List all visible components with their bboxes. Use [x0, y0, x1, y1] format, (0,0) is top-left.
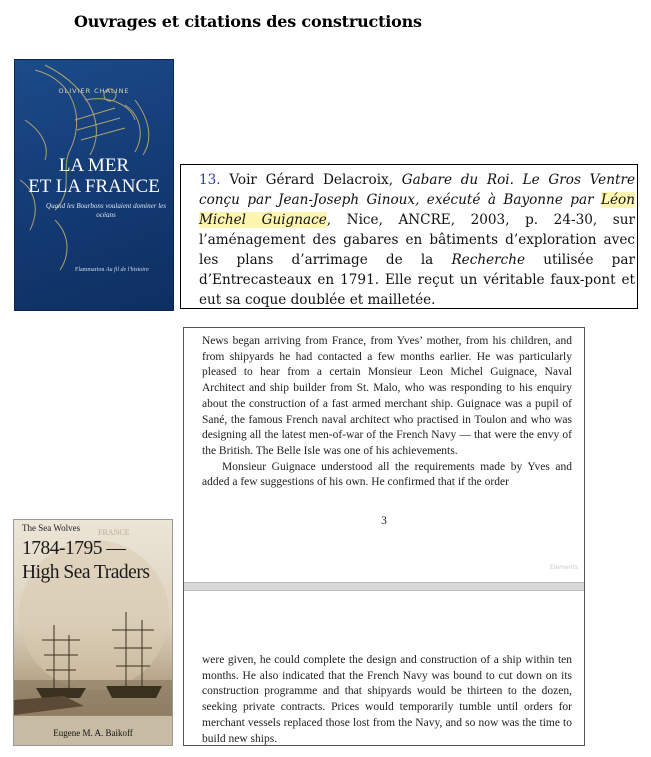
cover-publisher	[75, 266, 165, 274]
highlighted-name: Léon Michel Guignace	[199, 192, 635, 228]
citation-text	[199, 170, 635, 310]
publisher-name: Flammarion	[75, 267, 105, 273]
book-cover-la-mer-et-la-france	[14, 59, 174, 311]
map-label: FRANCE	[98, 528, 130, 537]
cover-subtitle: Quand les Bourbons voulaient dominer les océans	[46, 202, 166, 219]
watermark: Elements	[550, 564, 578, 571]
page-number: 3	[381, 515, 387, 527]
cover-author: OLIVIER CHALINE	[58, 87, 130, 95]
cover-title	[17, 155, 171, 197]
paragraph: News began arriving from France, from Yves’ mother, from his children, and from shipyards he had contacted a few months earlier. He was particularly pleased to hear from a certain Monsieur Leon Michel Guignace, Naval Architect and ship builder from St. Malo, who was responding to his enquiry about the construction of a fast armed merchant ship. Guignace was a pupil of Sané, the famous French naval architect who practised in Toulon and who was designing all the latest men-of-war of the French Navy — that were the envy of the British. The Belle Isle was one of his achievements.	[202, 335, 572, 457]
citation-part: utilisée par d’Entrecasteaux en 1791. Elle reçut un véritable faux-pont et eut sa coque doublée et mailletée.	[199, 252, 635, 308]
paragraph: were given, he could complete the design and construction of a ship within ten months. He also indicated that the French Navy was bound to cut down on its construction programme and that shipyards would be thirteen to the dozen, seeking private contracts. Prices would temporarily tumble until orders for merchant vessels replaced those lost from the Navy, and so now was the time to build new ships.	[202, 654, 572, 745]
book-page-excerpt	[183, 327, 585, 746]
cover-title-line2: High Sea Traders	[22, 562, 150, 583]
cover-title	[22, 537, 172, 585]
cover-title-line1: LA MER	[58, 155, 130, 176]
citation-footnote	[180, 164, 638, 309]
cover-author: Eugene M. A. Baikoff	[53, 728, 133, 738]
paragraph: Monsieur Guignace understood all the requirements made by Yves and added a few suggestions of his own. He confirmed that if the order	[202, 460, 572, 489]
page-lower-text	[202, 653, 572, 746]
publisher-series: Au fil de l'histoire	[105, 267, 149, 273]
page-heading: Ouvrages et citations des constructions	[74, 12, 422, 31]
citation-part: Voir Gérard Delacroix,	[220, 172, 402, 188]
citation-italic-ship: Recherche	[451, 252, 526, 268]
citation-part: , Nice, ANCRE, 2003, p. 24-30, sur l’aménagement des gabares en bâtiments d’exploration avec les plans d’arrimage de la	[199, 212, 635, 268]
cover-title-line1: 1784-1795 —	[22, 538, 126, 559]
book-cover-sea-wolves	[13, 519, 173, 746]
cover-series: The Sea Wolves	[22, 523, 81, 533]
cover-title-line2: ET LA FRANCE	[28, 176, 160, 197]
page-upper-text	[202, 334, 572, 491]
citation-italic-title: Gabare du Roi. Le Gros Ventre conçu par Jean-Joseph Ginoux, exécuté à Bayonne par	[199, 172, 635, 208]
footnote-number: 13.	[199, 172, 221, 188]
page-separator	[184, 582, 584, 591]
